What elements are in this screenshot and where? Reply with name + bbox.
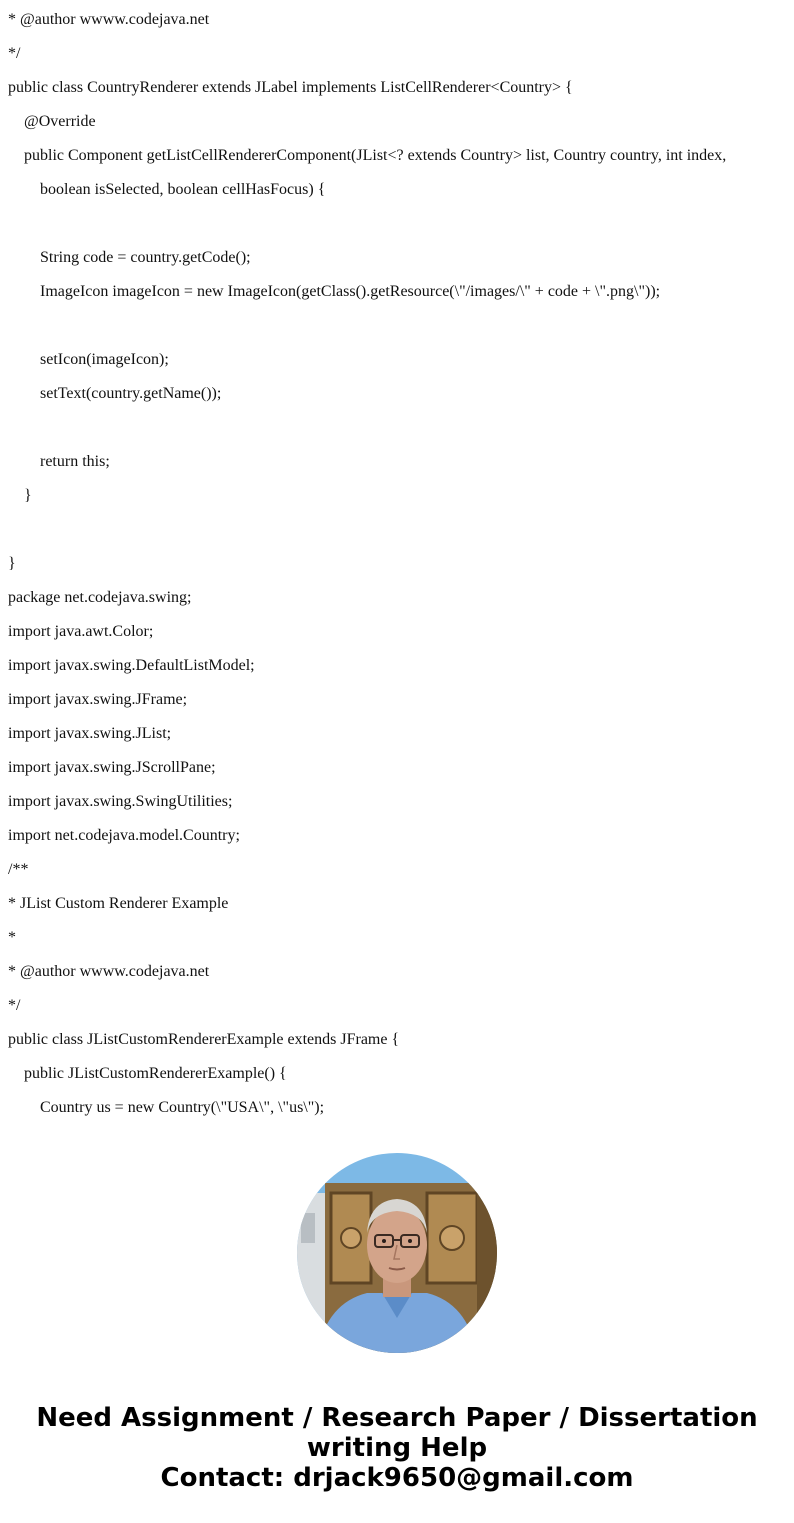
code-line: * @author wwww.codejava.net xyxy=(8,963,210,980)
code-line: return this; xyxy=(40,453,110,470)
avatar-photo xyxy=(297,1153,497,1353)
code-line: import net.codejava.model.Country; xyxy=(8,827,240,844)
code-line: * xyxy=(8,929,16,946)
code-line: package net.codejava.swing; xyxy=(8,589,192,606)
code-line: * JList Custom Renderer Example xyxy=(8,895,229,912)
code-line: import javax.swing.JList; xyxy=(8,725,172,742)
code-line: * @author wwww.codejava.net xyxy=(8,11,210,28)
code-line: /** xyxy=(8,861,29,878)
code-line: String code = country.getCode(); xyxy=(40,249,251,266)
code-line: import javax.swing.DefaultListModel; xyxy=(8,657,255,674)
help-heading: Need Assignment / Research Paper / Dissertation writing Help xyxy=(36,1403,758,1463)
code-line: } xyxy=(24,487,32,504)
code-listing xyxy=(8,3,788,1125)
code-line: */ xyxy=(8,45,21,62)
code-line: boolean isSelected, boolean cellHasFocus) { xyxy=(40,181,326,198)
code-line xyxy=(8,513,788,547)
code-line xyxy=(8,309,788,343)
code-line: import javax.swing.JScrollPane; xyxy=(8,759,216,776)
code-line: import javax.swing.SwingUtilities; xyxy=(8,793,233,810)
code-line: public class JListCustomRendererExample extends JFrame { xyxy=(8,1031,400,1048)
code-line: import javax.swing.JFrame; xyxy=(8,691,188,708)
code-line: setText(country.getName()); xyxy=(40,385,222,402)
code-line: Country us = new Country(\"USA\", \"us\"); xyxy=(40,1099,325,1116)
code-line: public class CountryRenderer extends JLabel implements ListCellRenderer<Country> { xyxy=(8,79,573,96)
code-line: setIcon(imageIcon); xyxy=(40,351,169,368)
code-line: public JListCustomRendererExample() { xyxy=(24,1065,287,1082)
code-line: */ xyxy=(8,997,21,1014)
code-line xyxy=(8,411,788,445)
author-avatar xyxy=(297,1153,497,1353)
code-line: public Component getListCellRendererComponent(JList<? extends Country> list, Country country, int index, xyxy=(24,147,727,164)
code-line xyxy=(8,207,788,241)
code-line: @Override xyxy=(24,113,96,130)
code-line: } xyxy=(8,555,16,572)
code-line: ImageIcon imageIcon = new ImageIcon(getClass().getResource(\"/images/\" + code + \".png\")); xyxy=(40,283,661,300)
contact-banner xyxy=(0,1403,794,1493)
contact-email: Contact: drjack9650@gmail.com xyxy=(160,1463,634,1493)
code-line: import java.awt.Color; xyxy=(8,623,154,640)
